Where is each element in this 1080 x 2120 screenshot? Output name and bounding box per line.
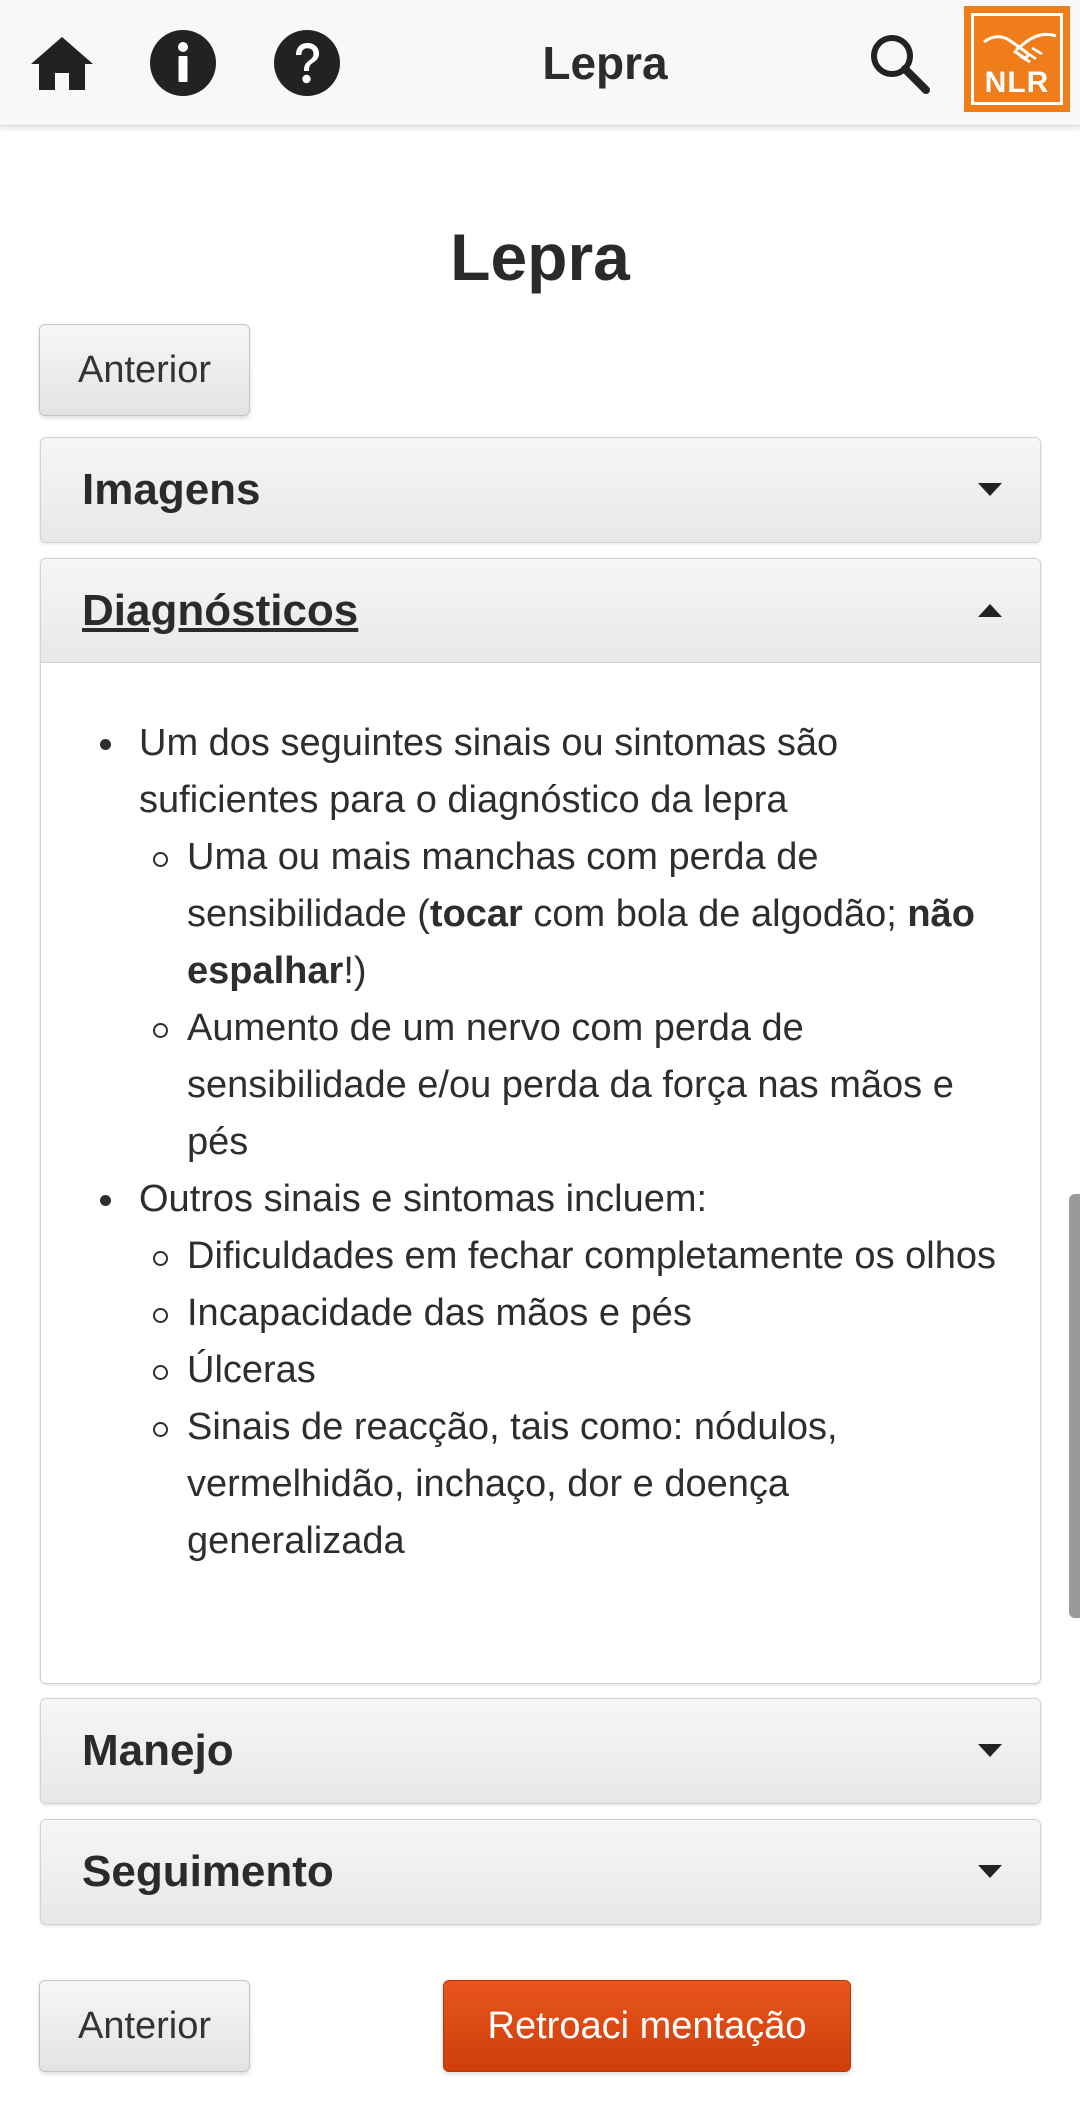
sub-item-text: !) <box>343 950 367 992</box>
diagnosticos-content <box>41 663 1040 1570</box>
top-bar <box>0 0 1080 126</box>
sub-list <box>139 829 1010 1171</box>
section-seguimento-label: Seguimento <box>82 1847 334 1896</box>
sub-item-text: Dificuldades em fechar completamente os olhos <box>187 1235 996 1277</box>
help-icon[interactable] <box>272 28 342 98</box>
section-diagnosticos <box>40 558 1041 1684</box>
list-item <box>90 715 1010 1171</box>
nlr-logo <box>964 6 1070 112</box>
feedback-button[interactable]: Retroaci mentação <box>443 1980 851 2072</box>
sub-list <box>139 1228 1010 1570</box>
section-seguimento-header[interactable] <box>41 1820 1040 1924</box>
sub-item-text: Sinais de reacção, tais como: nódulos, vermelhidão, inchaço, dor e doença generalizada <box>187 1406 838 1562</box>
section-diagnosticos-header[interactable] <box>41 559 1040 663</box>
sub-list-item <box>139 1228 1010 1285</box>
section-manejo <box>40 1698 1041 1804</box>
diagnosis-item-text: Outros sinais e sintomas incluem: <box>139 1178 708 1220</box>
sub-list-item <box>139 829 1010 1000</box>
search-icon[interactable] <box>864 28 934 98</box>
sub-item-text: Uma ou mais manchas com perda de sensibilidade ( <box>187 836 819 935</box>
bold-text: não espalhar <box>187 893 975 992</box>
sub-item-text: com bola de algodão; <box>522 893 908 935</box>
sub-item-text: Incapacidade das mãos e pés <box>187 1292 692 1334</box>
previous-button[interactable]: Anterior <box>39 324 250 416</box>
bold-text: tocar <box>429 893 523 935</box>
section-seguimento <box>40 1819 1041 1925</box>
section-imagens <box>40 437 1041 543</box>
scrollbar-thumb[interactable] <box>1069 1194 1080 1618</box>
section-imagens-header[interactable] <box>41 438 1040 542</box>
info-icon[interactable] <box>148 28 218 98</box>
diagnosis-list <box>90 715 1010 1570</box>
handshake-icon <box>980 22 1060 66</box>
section-imagens-label: Imagens <box>82 465 261 514</box>
sub-list-item <box>139 1000 1010 1171</box>
list-item <box>90 1171 1010 1570</box>
sub-item-text: Aumento de um nervo com perda de sensibilidade e/ou perda da força nas mãos e pés <box>187 1007 954 1163</box>
page-title: Lepra <box>450 220 630 294</box>
sub-list-item <box>139 1399 1010 1570</box>
caret-down-icon <box>978 483 1002 497</box>
sub-item-text: Úlceras <box>187 1349 316 1391</box>
caret-down-icon <box>978 1744 1002 1758</box>
section-manejo-label: Manejo <box>82 1726 234 1775</box>
sub-list-item <box>139 1342 1010 1399</box>
caret-up-icon <box>978 604 1002 618</box>
section-diagnosticos-label: Diagnósticos <box>82 585 359 635</box>
logo-text: NLR <box>984 66 1050 99</box>
section-manejo-header[interactable] <box>41 1699 1040 1803</box>
home-icon[interactable] <box>27 28 97 98</box>
sub-list-item <box>139 1285 1010 1342</box>
logo-frame <box>971 13 1063 105</box>
header-title: Lepra <box>542 37 668 89</box>
caret-down-icon <box>978 1865 1002 1879</box>
diagnosis-item-text: Um dos seguintes sinais ou sintomas são suficientes para o diagnóstico da lepra <box>139 722 839 821</box>
previous-button-bottom[interactable]: Anterior <box>39 1980 250 2072</box>
